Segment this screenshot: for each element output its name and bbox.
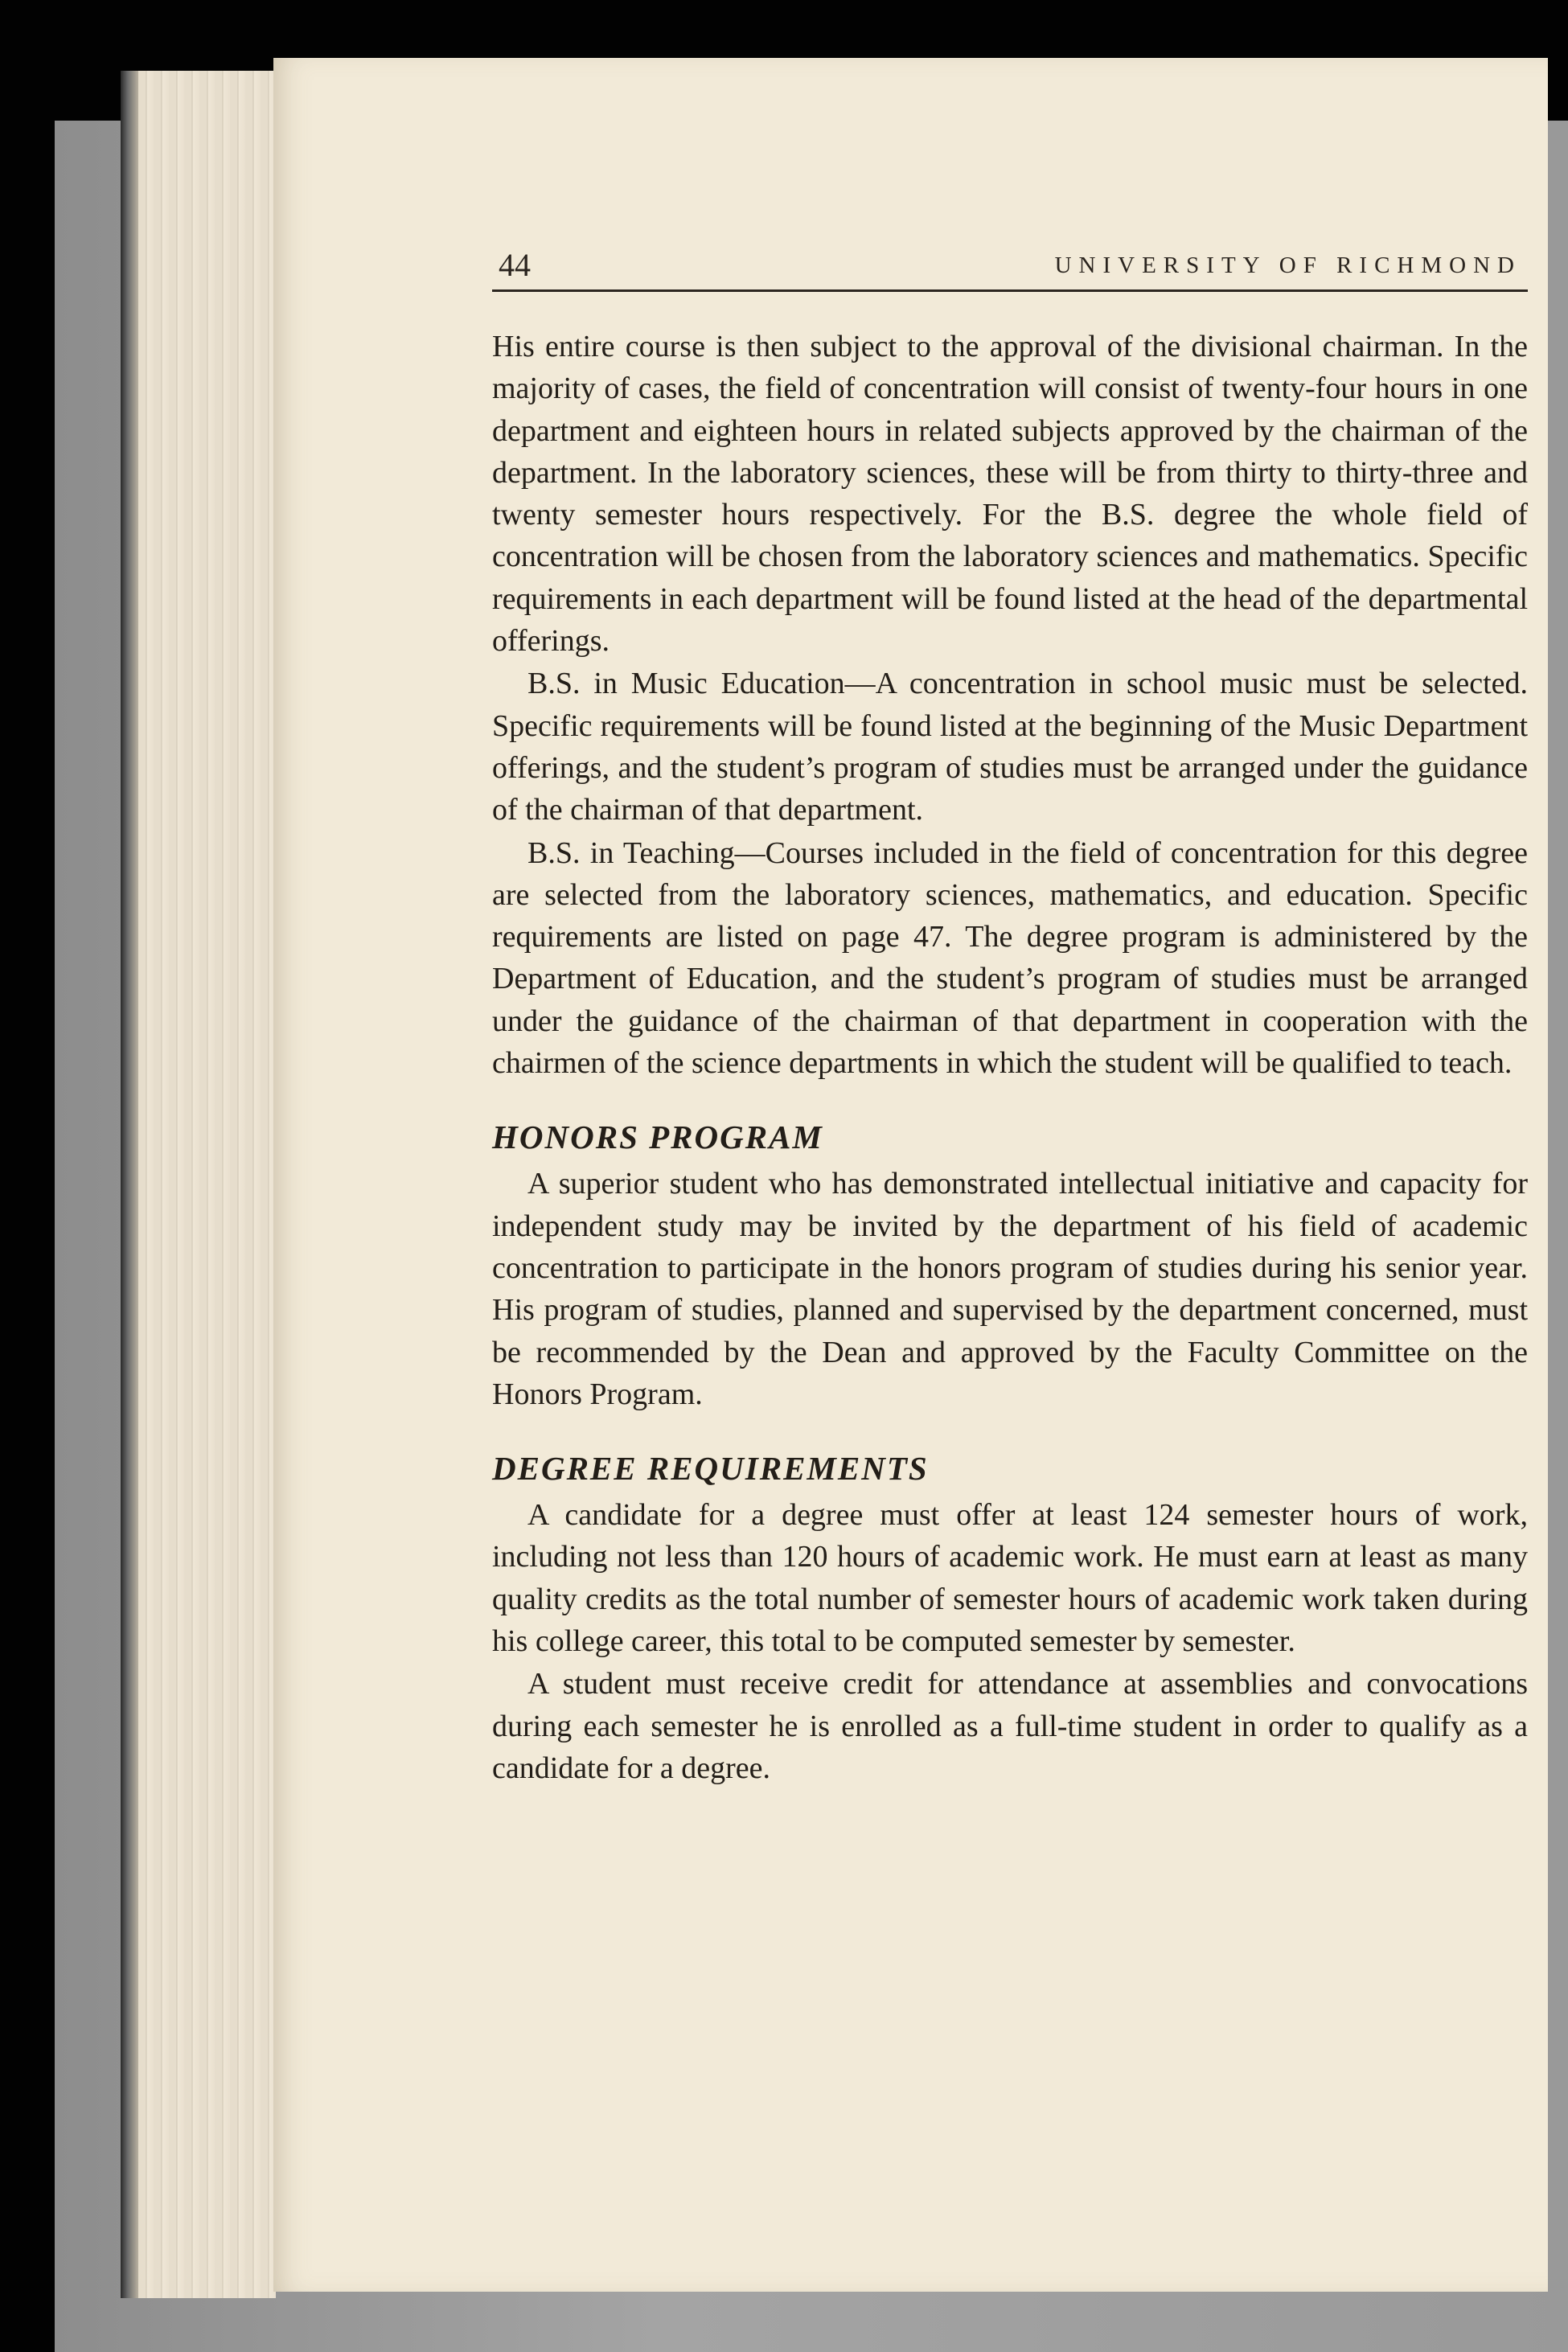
paragraph-assemblies: A student must receive credit for attendance at assemblies and convocations during each semester he is enrolled as a full-time student in order to qualify as a candidate for a degree. — [492, 1667, 1528, 1785]
honors-program-heading: HONORS PROGRAM — [492, 1119, 823, 1156]
page-body — [492, 326, 1528, 1790]
paragraph-degree-hours: A candidate for a degree must offer at least 124 semester hours of work, including not less than 120 hours of academic work. He must earn at least as many quality credits as the total number of semester hours of academic work taken during his college career, this total to be computed semester by semester. — [492, 1498, 1528, 1659]
page-number: 44 — [499, 247, 531, 283]
paragraph-honors: A superior student who has demonstrated intellectual initiative and capacity for independent study may be invited by the department of his field of academic concentration to participate in the honors program of studies during his senior year. His program of studies, planned and supervised by the department concerned, must be recommended by the Dean and approved by the Faculty Committee on the Honors Program. — [492, 1167, 1528, 1411]
paragraph-music-education: B.S. in Music Education—A concentration in school music must be selected. Specific requirements will be found listed at the beginning of the Music Department offerings, and the student’s program of studies must be arranged under the guidance of the chairman of that department. — [492, 667, 1528, 827]
page-edge-stack — [121, 71, 276, 2298]
running-title: UNIVERSITY OF RICHMOND — [1054, 252, 1521, 278]
paragraph-concentration: His entire course is then subject to the approval of the divisional chairman. In the majority of cases, the field of concentration will consist of twenty-four hours in one department and eighteen hours in related subjects approved by the chairman of the department. In the laboratory sciences, these will be from thirty to thirty-three and twenty semester hours respectively. For the B.S. degree the whole field of concentration will be chosen from the laboratory sciences and mathematics. Specific requirements in each department will be found listed at the head of the departmental offerings. — [492, 330, 1528, 659]
page-header — [492, 241, 1528, 292]
paragraph-teaching: B.S. in Teaching—Courses included in the field of concentration for this degree are selected from the laboratory sciences, mathematics, and education. Specific requirements are listed on page 47. The degree program is administered by the Department of Education, and the student’s program of studies must be arranged under the guidance of the chairman of that department in cooperation with the chairmen of the science departments in which the student will be qualified to teach. — [492, 835, 1528, 1081]
degree-requirements-heading: DEGREE REQUIREMENTS — [492, 1450, 929, 1488]
book-spine — [121, 71, 138, 2298]
